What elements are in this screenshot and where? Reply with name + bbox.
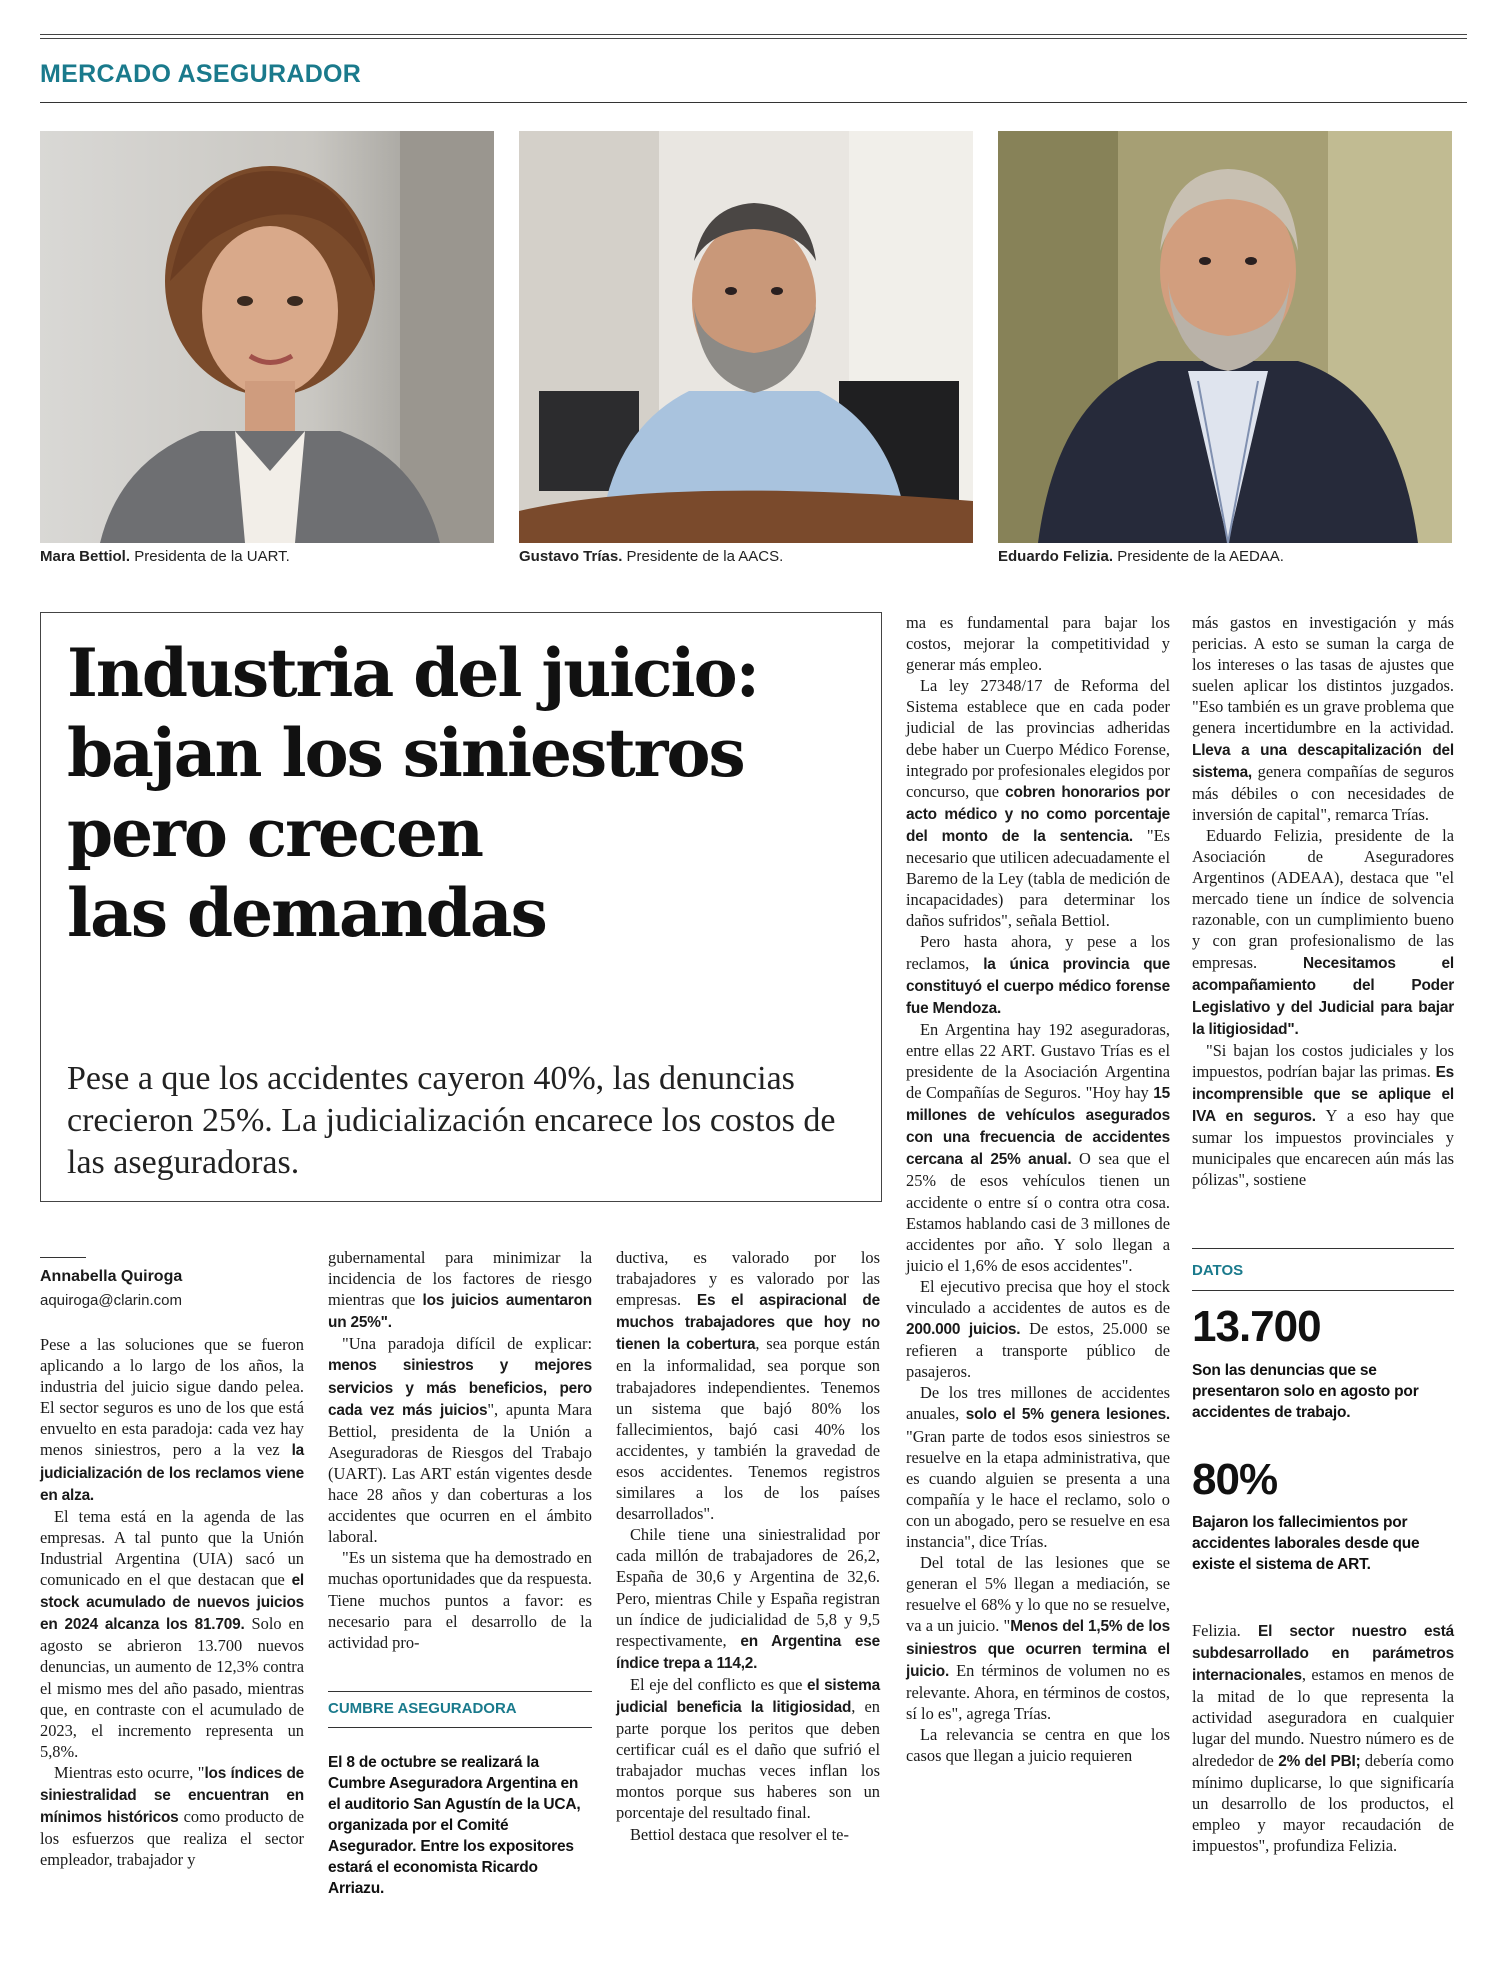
bold-phrase: cobren honorarios por acto médico y no como porcentaje del monto de la sentencia.: [906, 783, 1170, 845]
cumbre-text: El 8 de octubre se realizará la Cumbre Aseguradora Argentina en el auditorio San Agustín de la UCA, organizada por el Comité Asegurador. Entre los expositores estará el economista Ricardo Arriazu.: [328, 1754, 581, 1897]
text-run: , estamos en menos de la mitad de lo que representa la actividad aseguradora en cualquier lugar del mundo. Nuestro número es de alrededor de: [1192, 1665, 1454, 1770]
bold-phrase: en Argentina ese índice trepa a 114,2.: [616, 1632, 880, 1672]
bold-phrase: el sistema judicial beneficia la litigiosidad: [616, 1676, 880, 1716]
datos-rule-top: [1192, 1248, 1454, 1249]
article-column-5-continued: [1192, 1620, 1454, 1856]
bold-phrase: solo el 5% genera lesiones.: [965, 1406, 1171, 1424]
photo-mara-bettiol: [40, 131, 494, 543]
paragraph: [1192, 1620, 1454, 1856]
bold-phrase: Necesitamos el acompañamiento del Poder Legislativo y del Judicial para bajar la litigiosidad".: [1192, 954, 1454, 1038]
bold-phrase: el stock acumulado de nuevos juicios en 2024 alcanza los 81.709.: [40, 1572, 304, 1634]
text-run: gubernamental para minimizar la incidencia de los factores de riesgo mientras que: [328, 1248, 592, 1310]
deck: Pese a que los accidentes cayeron 40%, las denuncias crecieron 25%. La judicialización encarece los costos de las aseguradoras.: [67, 1060, 836, 1181]
bold-phrase: menos siniestros y mejores servicios y más beneficios, pero cada vez más juicios: [328, 1357, 592, 1419]
paragraph: [1192, 1040, 1454, 1191]
paragraph: [40, 1334, 304, 1506]
text-run: debería como mínimo duplicarse, lo que significaría un desarrollo de los productos, el empleo y mayor recaudación de impuestos", profundiza Felizia.: [1192, 1750, 1454, 1855]
cumbre-title: CUMBRE ASEGURADORA: [328, 1700, 517, 1717]
headline: Industria del juicio: bajan los siniestros pero crecen las demandas: [67, 634, 758, 952]
text-run: Felizia.: [1192, 1621, 1258, 1640]
text-run: más gastos en investigación y más pericias. A esto se suman la carga de los intereses o las tasas de ajustes que suelen aplicar los distintos juzgados. "Eso también es un grave problema que genera incertidumbre en la actividad.: [1192, 613, 1454, 738]
photo-eduardo-felizia: [998, 131, 1452, 543]
bold-phrase: la judicialización de los reclamos viene en alza.: [40, 1442, 304, 1504]
text-run: "Es necesario que utilicen adecuadamente el Baremo de la Ley (tabla de medición de incapacidades) para determinar los daños sufridos", señala Bettiol.: [906, 825, 1171, 931]
article-column-1: [40, 1334, 304, 1870]
paragraph: [328, 1547, 592, 1652]
bold-phrase: El sector nuestro está subdesarrollado en parámetros internacionales: [1192, 1623, 1454, 1685]
text-run: La ley 27348/17 de Reforma del Sistema establece que en cada poder judicial de las provincias adheridas debe haber un Cuerpo Médico Forense, integrado por profesionales elegidos por concurso, que: [906, 676, 1170, 801]
top-rule-double: [40, 38, 1467, 39]
text-run: Y a eso hay que sumar los impuestos provinciales y municipales que encarecen aún más las pólizas", sostiene: [1192, 1106, 1454, 1190]
article-column-4: [906, 612, 1170, 1766]
bold-phrase: Es incomprensible que se aplique el IVA en seguros.: [1192, 1063, 1454, 1126]
paragraph: [40, 1506, 304, 1762]
caption-trias: Gustavo Trías. Presidente de la AACS.: [519, 548, 784, 565]
paragraph: [906, 1382, 1170, 1552]
article-column-5: [1192, 612, 1454, 1191]
bold-phrase: los índices de siniestralidad se encuentran en mínimos históricos: [40, 1764, 304, 1827]
paragraph: [616, 1524, 880, 1674]
photo-gustavo-trias: [519, 131, 973, 543]
bold-phrase: 2% del PBI;: [1278, 1752, 1361, 1770]
datos-title: DATOS: [1192, 1262, 1244, 1279]
text-run: ma es fundamental para bajar los costos, mejorar la competitividad y generar más empleo.: [906, 613, 1170, 675]
bold-phrase: la única provincia que constituyó el cuerpo médico forense fue Mendoza.: [906, 955, 1170, 1017]
bold-phrase: 200.000 juicios.: [906, 1321, 1021, 1339]
text-run: El eje del conflicto es que: [630, 1674, 808, 1694]
text-run: La relevancia se centra en que los casos que llegan a juicio requieren: [906, 1724, 1170, 1765]
section-label: MERCADO ASEGURADOR: [40, 60, 362, 88]
paragraph: [616, 1674, 880, 1824]
text-run: , en parte porque los peritos que deben certificar cuál es el daño que sufrió el trabajador muchas veces inflan los montos porque sus haberes son un porcentaje del resultado final.: [616, 1696, 880, 1823]
paragraph: [906, 1552, 1170, 1724]
bold-phrase: Es el aspiracional de muchos trabajadores que hoy no tienen la cobertura: [616, 1292, 880, 1354]
text-run: El tema está en la agenda de las empresas. A tal punto que la Unión Industrial Argentina (UIA) sacó un comunicado en el que destacan que: [40, 1506, 304, 1590]
datos-value-1: 13.700: [1192, 1302, 1321, 1351]
paragraph: [328, 1247, 592, 1333]
top-rule: [40, 34, 1467, 35]
text-run: De los tres millones de accidentes anuales,: [906, 1383, 1170, 1424]
datos-text-1: Son las denuncias que se presentaron solo en agosto por accidentes de trabajo.: [1192, 1362, 1419, 1421]
text-run: genera compañías de seguros más débiles o con necesidades de inversión de capital", remarca Trías.: [1192, 761, 1454, 824]
caption-felizia: Eduardo Felizia. Presidente de la AEDAA.: [998, 548, 1284, 565]
datos-text-2: Bajaron los fallecimientos por accidentes laborales desde que existe el sistema de ART.: [1192, 1514, 1420, 1573]
paragraph: [906, 1724, 1170, 1766]
text-run: "Es un sistema que ha demostrado en muchas oportunidades que da respuesta. Tiene muchos puntos a favor: es necesario para el desarrollo de la actividad pro-: [328, 1548, 592, 1652]
text-run: "Una paradoja difícil de explicar:: [342, 1334, 592, 1354]
text-run: O sea que el 25% de esos vehículos tienen un accidente o entre sí o contra otra cosa. Estamos hablando casi de 3 millones de accidentes por año. Y solo llegan a juicio el 1,6% de esos accidentes".: [906, 1149, 1170, 1275]
text-run: Solo en agosto se abrieron 13.700 nuevos denuncias, un aumento de 12,3% contra el mismo mes del año pasado, mientras que, en contraste con el acumulado de 2023, el incremento representa un 5,8%.: [40, 1614, 304, 1761]
article-column-3: [616, 1247, 880, 1845]
bold-phrase: los juicios aumentaron un 25%".: [328, 1292, 592, 1332]
text-run: Pese a las soluciones que se fueron aplicando a lo largo de los años, la industria del juicio sigue dando pelea. El sector seguros es uno de los que está envuelto en esta paradoja: cada vez hay menos siniestros, pero a la vez: [40, 1335, 304, 1460]
text-run: ", apunta Mara Bettiol, presidenta de la Unión a Aseguradoras de Riesgos del Trabajo (UART). Las ART están vigentes desde hace 28 años y dan coberturas a los accidentes que ocurren en el ámbito laboral.: [328, 1399, 592, 1547]
text-run: Pero hasta ahora, y pese a los reclamos,: [906, 932, 1170, 973]
text-run: Del total de las lesiones que se generan el 5% llegan a mediación, se resuelve el 68% y lo que no se resuelve, va a un juicio. ": [906, 1553, 1170, 1636]
paragraph: [906, 612, 1170, 675]
text-run: como producto de los esfuerzos que realiza el sector empleador, trabajador y: [40, 1807, 304, 1870]
text-run: , sea porque están en la informalidad, sea porque son trabajadores independientes. Tenemos un sistema que bajó 80% los fallecimientos, bajó casi 40% los accidentes, y también la gravedad de esos accidentes. Tenemos registros similares a los de los países desarrollados".: [616, 1334, 880, 1524]
paragraph: [906, 1019, 1170, 1276]
paragraph: [906, 675, 1170, 931]
text-run: Eduardo Felizia, presidente de la Asociación de Aseguradores Argentinos (ADEAA), destaca que "el mercado tiene un índice de solvencia razonable, con un cumplimiento bueno y con gran profesionalismo de las empresas.: [1192, 825, 1454, 972]
text-run: De estos, 25.000 se refieren a transporte público de pasajeros.: [906, 1319, 1170, 1382]
byline-email: aquiroga@clarin.com: [40, 1292, 182, 1309]
article-column-2: [328, 1247, 592, 1653]
caption-bettiol: Mara Bettiol. Presidenta de la UART.: [40, 548, 290, 565]
datos-rule-mid: [1192, 1290, 1454, 1291]
datos-value-2: 80%: [1192, 1455, 1278, 1504]
text-run: Chile tiene una siniestralidad por cada millón de trabajadores de 26,2, España de 30,6 y Argentina de 32,6. Pero, mientras Chile y España registran un índice de judicialidad de 5,8 y 9,5 respectivamente,: [616, 1525, 880, 1650]
headline-box: [40, 612, 882, 1202]
cumbre-rule-top: [328, 1691, 592, 1692]
paragraph: [40, 1762, 304, 1870]
bold-phrase: Lleva a una descapitalización del sistema,: [1192, 741, 1454, 781]
text-run: Mientras esto ocurre, ": [54, 1762, 205, 1782]
text-run: Bettiol destaca que resolver el te-: [630, 1824, 849, 1844]
paragraph: [906, 931, 1170, 1018]
text-run: "Gran parte de todos esos siniestros se resuelve en la etapa administrativa, que es cuando alguien se presenta a una compañía y le hace el reclamo, solo o con un abogado, pero se resuelve en esa instancia", dice Trías.: [906, 1426, 1170, 1552]
cumbre-rule-mid: [328, 1727, 592, 1728]
paragraph: [1192, 612, 1454, 825]
paragraph: [328, 1333, 592, 1547]
text-run: En Argentina hay 192 aseguradoras, entre ellas 22 ART. Gustavo Trías es el presidente de la Asociación Argentina de Compañías de Seguros. "Hoy hay: [906, 1019, 1170, 1103]
text-run: ductiva, es valorado por los trabajadores y es valorado por las empresas.: [616, 1248, 880, 1310]
bold-phrase: 15 millones de vehículos asegurados con una frecuencia de accidentes cercana al 25% anual.: [906, 1085, 1170, 1169]
text-run: "Si bajan los costos judiciales y los impuestos, podrían bajar las primas.: [1192, 1040, 1454, 1081]
paragraph: [1192, 825, 1454, 1040]
text-run: En términos de volumen no es relevante. Ahora, en términos de costos, sí lo es", agrega Trías.: [906, 1660, 1170, 1723]
paragraph: [616, 1824, 880, 1845]
byline-rule: [40, 1257, 86, 1258]
bold-phrase: Menos del 1,5% de los siniestros que ocurren termina el juicio.: [906, 1618, 1170, 1680]
section-rule: [40, 102, 1467, 103]
paragraph: [906, 1276, 1170, 1382]
paragraph: [616, 1247, 880, 1524]
byline-author: Annabella Quiroga: [40, 1268, 183, 1285]
text-run: El ejecutivo precisa que hoy el stock vinculado a accidentes de autos es de: [906, 1276, 1170, 1317]
